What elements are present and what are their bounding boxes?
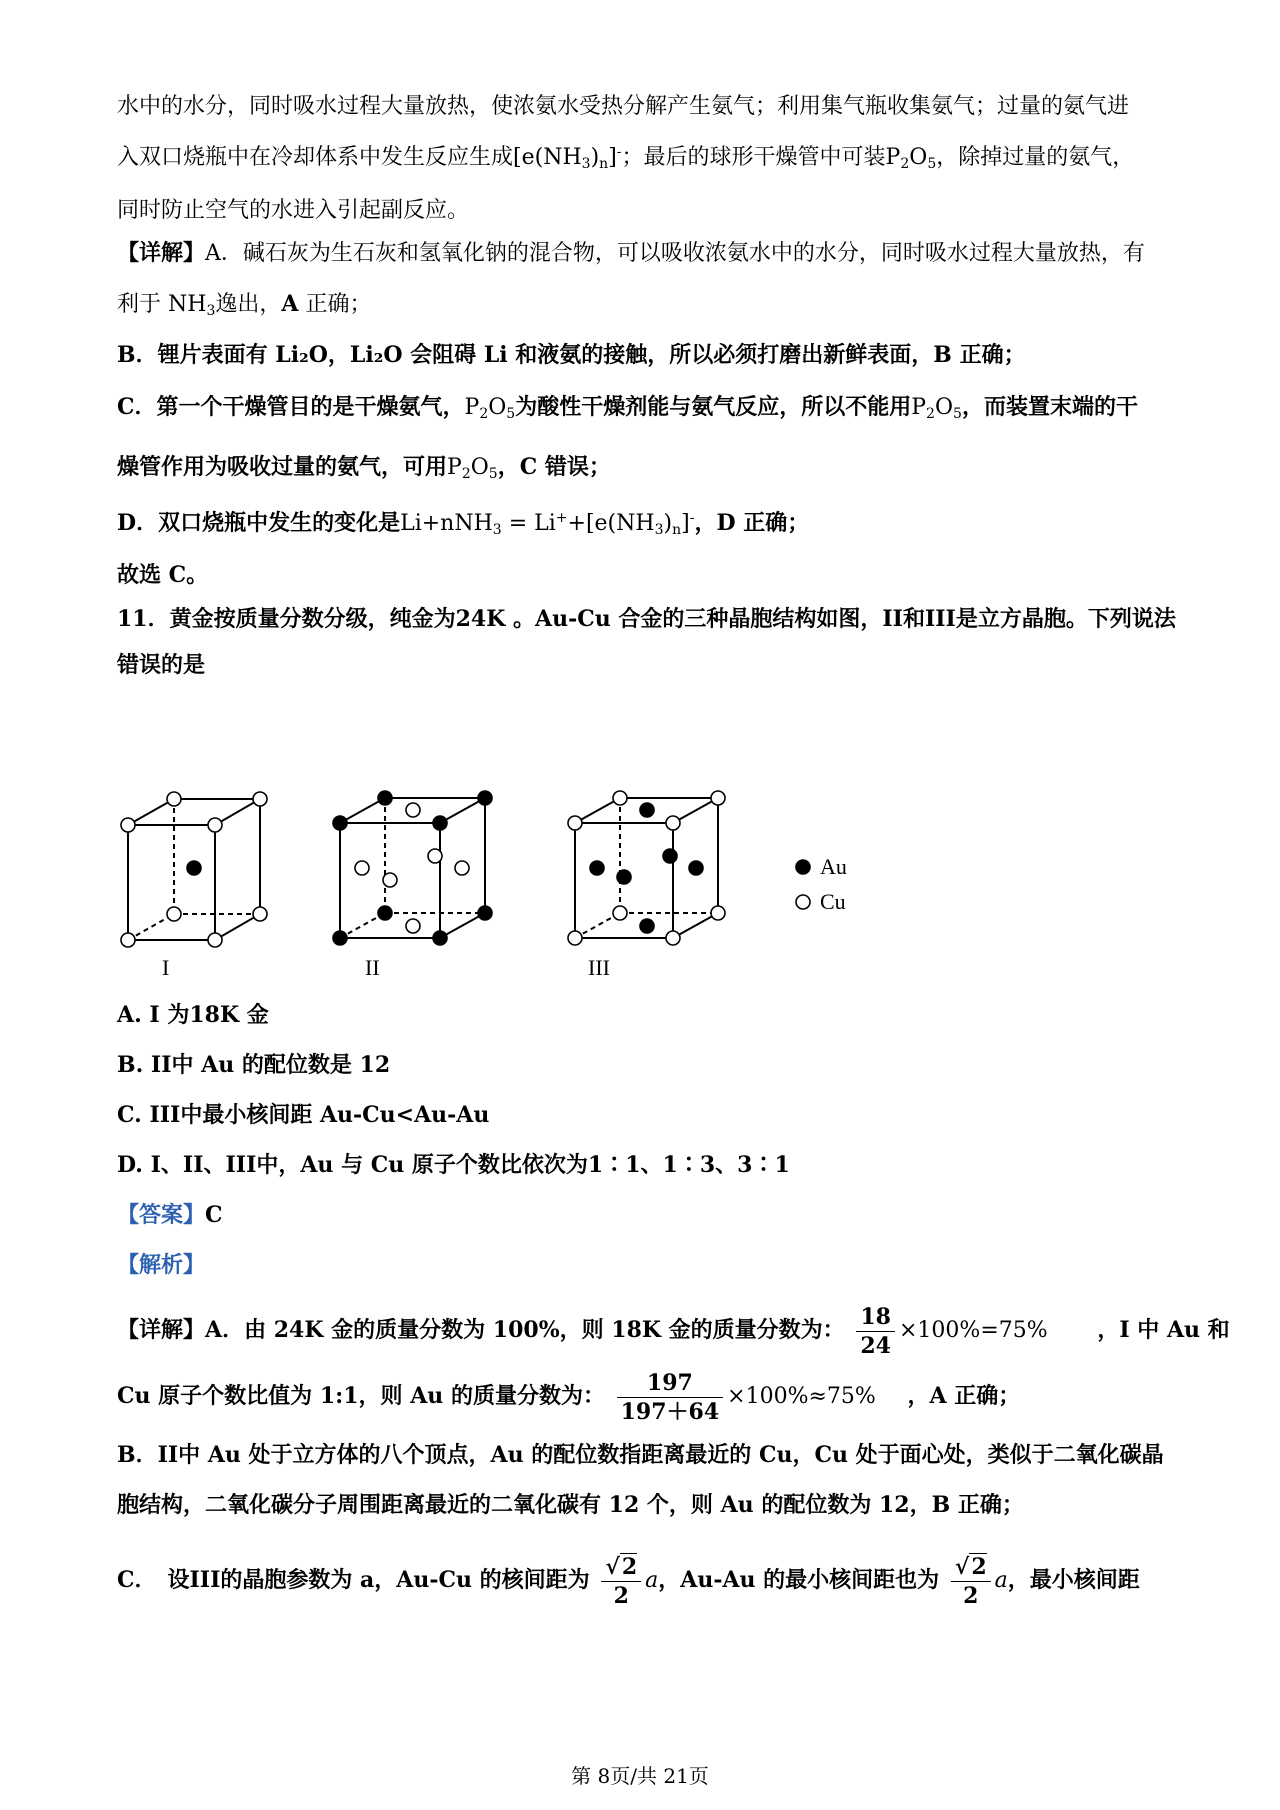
option-d: D. I、II、III中，Au 与 Cu 原子个数比依次为1∶1、1∶3、3∶1 (117, 1152, 790, 1178)
fraction: $\frac{18}{24}$ (856, 1303, 895, 1360)
page-footer: 第 8页/共 21页 (571, 1764, 709, 1788)
figure-label-i: I (162, 955, 170, 980)
fraction: $\frac{√2}{2}$ (951, 1553, 991, 1610)
legend-cu-marker (796, 895, 810, 909)
text-line: 胞结构，二氧化碳分子周围距离最近的二氧化碳有 12 个，则 Au 的配位数为 12，B 正确； (117, 1492, 1024, 1518)
text-line: C．第一个干燥管目的是干燥氨气，$P_2O_5$为酸性干燥剂能与氨气反应，所以不能用$P_2O_5$，而装置末端的干 (117, 394, 1138, 422)
legend-au-marker (796, 860, 810, 874)
question-stem: 错误的是 (117, 652, 206, 678)
text-line: 入双口烧瓶中在冷却体系中发生反应生成$[e(NH_3)_n]^-$；最后的球形干燥管中可装$P_2O_5$，除掉过量的氨气， (117, 144, 1135, 172)
text-line: B．II中 Au 处于立方体的八个顶点，Au 的配位数指距离最近的 Cu，Cu 处于面心处，类似于二氧化碳晶 (117, 1442, 1164, 1468)
formula: $P_2O_5$ (447, 455, 498, 482)
crystal-cell-figure (110, 790, 870, 990)
text-line: 【详解】A．碱石灰为生石灰和氢氧化钠的混合物，可以吸收浓氨水中的水分，同时吸水过程大量放热，有 (117, 240, 1145, 266)
formula: $P_2O_5$ (464, 395, 516, 422)
figure-label-iii: III (588, 955, 610, 980)
text-line: 同时防止空气的水进入引起副反应。 (117, 198, 470, 223)
legend-cu-label: Cu (820, 889, 846, 914)
formula: $[e(NH_3)_n]^-$ (513, 144, 622, 172)
formula: $NH_3$ (168, 292, 216, 319)
question-stem: 11．黄金按质量分数分级，纯金为24K 。Au-Cu 合金的三种晶胞结构如图，II和III是立方晶胞。下列说法 (117, 606, 1176, 632)
text-line: 水中的水分，同时吸水过程大量放热，使浓氨水受热分解产生氨气；利用集气瓶收集氨气；过量的氨气进 (117, 94, 1130, 119)
formula: $Li+nNH_3 = Li^++[e(NH_3)_n]^-$ (400, 510, 695, 538)
text-line: D．双口烧瓶中发生的变化是$Li+nNH_3 = Li^++[e(NH_3)_n]^-$，D 正确； (117, 510, 810, 538)
text-line: 故选 C。 (117, 562, 209, 588)
answer-line: 【答案】C (117, 1202, 223, 1228)
cell-i-au-atom (187, 861, 201, 875)
fraction: $\frac{√2}{2}$ (601, 1553, 641, 1610)
formula: $P_2O_5$ (885, 145, 937, 172)
text-line: C． 设III的晶胞参数为 a，Au-Cu 的核间距为 $\frac{√2}{2}$ a，Au-Au 的最小核间距也为 $\frac{√2}{2}$ a，最小核间距 (117, 1553, 1140, 1609)
text-line: Cu 原子个数比值为 1:1，则 Au 的质量分数为： $\frac{197}{197+64}$ ×100%≈75% ，A 正确； (117, 1369, 1021, 1425)
text-line: 利于 $NH_3$逸出，A 正确； (117, 291, 372, 319)
option-c: C. III中最小核间距 Au-Cu<Au-Au (117, 1102, 490, 1128)
formula: $P_2O_5$ (911, 395, 962, 422)
text-line: B．锂片表面有 Li₂O，Li₂O 会阻碍 Li 和液氨的接触，所以必须打磨出新鲜表面，B 正确； (117, 342, 1026, 368)
text-line: 燥管作用为吸收过量的氨气，可用$P_2O_5$，C 错误； (117, 454, 611, 482)
text-line: 【详解】A．由 24K 金的质量分数为 100%，则 18K 金的质量分数为： $\frac{18}{24}$ ×100%=75% ，I 中 Au 和 (117, 1303, 1230, 1359)
fraction: $\frac{197}{197+64}$ (617, 1369, 724, 1426)
figure-label-ii: II (365, 955, 380, 980)
analysis-label: 【解析】 (117, 1252, 206, 1278)
option-b: B. II中 Au 的配位数是 12 (117, 1052, 391, 1078)
option-a: A. I 为18K 金 (117, 1002, 269, 1028)
legend-au-label: Au (820, 854, 847, 879)
